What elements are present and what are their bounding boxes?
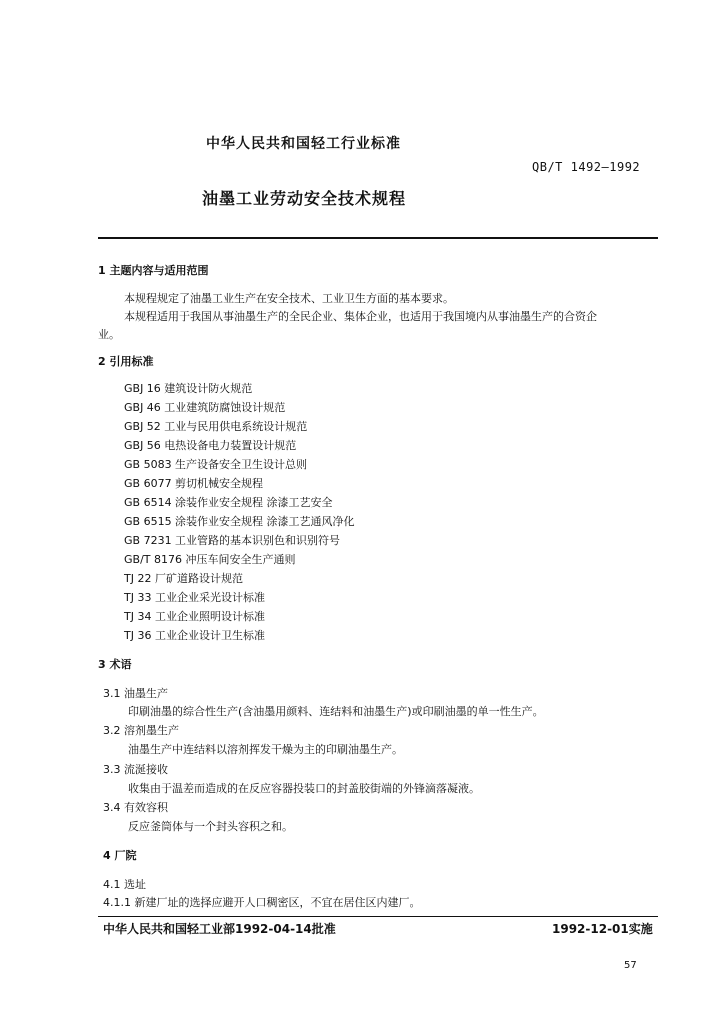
reference-item: TJ 34 工业企业照明设计标准 [124,610,265,623]
section-3-heading: 3 术语 [98,658,132,671]
reference-item: GBJ 52 工业与民用供电系统设计规范 [124,420,308,433]
section-3-1-text: 印刷油墨的综合性生产(含油墨用颜料、连结料和油墨生产)或印刷油墨的单一性生产。 [128,705,544,718]
section-3-3-text: 收集由于温差而造成的在反应容器投装口的封盖胶街端的外锋滴落凝液。 [128,782,480,795]
implementation-date: 1992-12-01实施 [552,922,653,936]
section-3-2-heading: 3.2 溶剂墨生产 [103,724,179,737]
section-3-1-heading: 3.1 油墨生产 [103,687,168,700]
standard-code: QB/T 1492—1992 [532,160,641,174]
section-4-heading: 4 厂院 [103,849,137,862]
section-1-heading: 1 主题内容与适用范围 [98,264,209,277]
section-1-paragraph-2-cont: 业。 [98,328,120,341]
reference-item: GBJ 16 建筑设计防火规范 [124,382,253,395]
reference-item: TJ 36 工业企业设计卫生标准 [124,629,265,642]
section-1-paragraph-1: 本规程规定了油墨工业生产在安全技术、工业卫生方面的基本要求。 [124,292,454,305]
reference-item: GBJ 56 电热设备电力装置设计规范 [124,439,297,452]
page-number: 57 [624,960,637,971]
section-4-1-heading: 4.1 选址 [103,878,146,891]
section-3-4-heading: 3.4 有效容积 [103,801,168,814]
industry-standard-label: 中华人民共和国轻工行业标准 [206,136,401,152]
reference-item: GB 5083 生产设备安全卫生设计总则 [124,458,308,471]
section-1-paragraph-2: 本规程适用于我国从事油墨生产的全民企业、集体企业，也适用于我国境内从事油墨生产的合资企 [124,310,597,323]
approval-line: 中华人民共和国轻工业部1992-04-14批准 [103,922,336,936]
reference-item: GB 7231 工业管路的基本识别色和识别符号 [124,534,341,547]
reference-item: GB 6514 涂装作业安全规程 涂漆工艺安全 [124,496,333,509]
reference-item: GBJ 46 工业建筑防腐蚀设计规范 [124,401,286,414]
section-3-4-text: 反应釜筒体与一个封头容积之和。 [128,820,293,833]
section-2-heading: 2 引用标准 [98,355,154,368]
reference-item: TJ 22 厂矿道路设计规范 [124,572,243,585]
section-4-1-1-text: 4.1.1 新建厂址的选择应避开人口稠密区，不宜在居住区内建厂。 [103,896,421,909]
reference-item: GB 6077 剪切机械安全规程 [124,477,264,490]
section-3-3-heading: 3.3 流涎接收 [103,763,168,776]
reference-item: GB/T 8176 冲压车间安全生产通则 [124,553,296,566]
document-title: 油墨工业劳动安全技术规程 [202,189,407,208]
footer-divider [98,916,658,917]
reference-item: TJ 33 工业企业采光设计标准 [124,591,265,604]
header-divider [98,237,658,239]
section-3-2-text: 油墨生产中连结料以溶剂挥发干燥为主的印刷油墨生产。 [128,743,403,756]
reference-item: GB 6515 涂装作业安全规程 涂漆工艺通风净化 [124,515,355,528]
